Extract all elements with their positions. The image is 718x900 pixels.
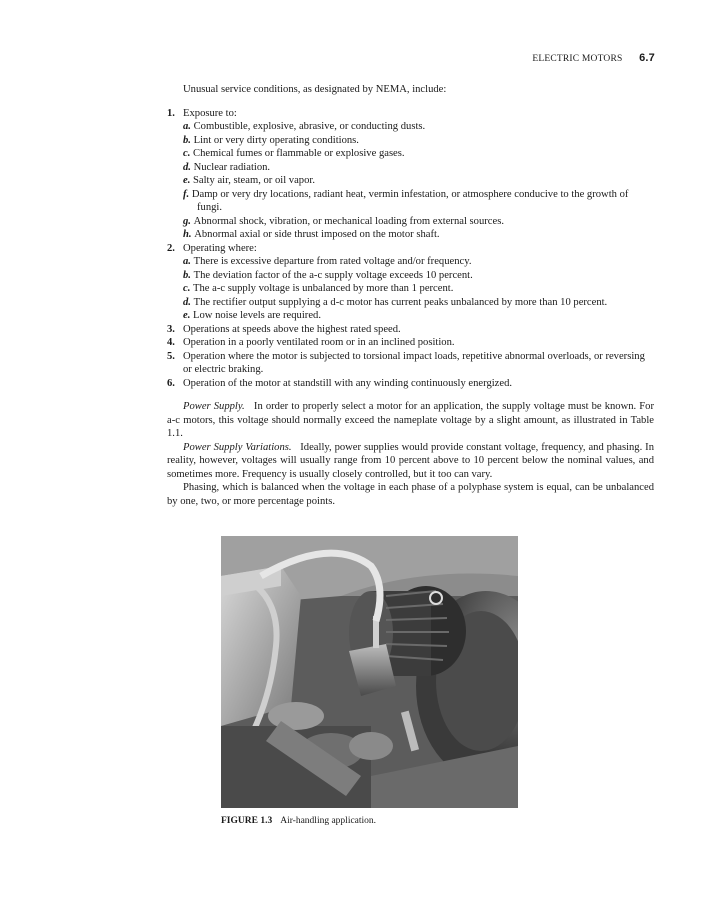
sub-list-item	[167, 269, 654, 283]
sub-list-letter: g.	[183, 215, 191, 227]
sub-list-item	[167, 147, 654, 161]
sub-list-letter: e.	[183, 175, 191, 186]
conditions-list	[167, 107, 654, 391]
sub-list-letter: h.	[183, 229, 192, 240]
body-paragraph	[167, 400, 654, 441]
sub-list-text: Abnormal axial or side thrust imposed on the motor shaft.	[194, 229, 440, 240]
sub-list-letter: f.	[183, 188, 190, 200]
paragraph-text: Phasing, which is balanced when the voltage in each phase of a polyphase system is equal, can be unbalanced by one, two, or more percentage points.	[167, 482, 654, 507]
sub-list-text: The a-c supply voltage is unbalanced by more than 1 percent.	[193, 283, 454, 294]
sub-list-text: Abnormal shock, vibration, or mechanical loading from external sources.	[193, 215, 504, 227]
sub-list-item	[167, 134, 654, 148]
figure-label: FIGURE 1.3	[221, 816, 273, 826]
sub-list-item	[167, 188, 654, 215]
figure-caption	[221, 816, 376, 826]
figure-caption-text: Air-handling application.	[280, 816, 377, 826]
sub-list-text: Damp or very dry locations, radiant heat, vermin infestation, or atmosphere conducive to the growth of fungi.	[191, 188, 629, 213]
list-item-text: Exposure to:	[183, 107, 237, 119]
list-item	[167, 323, 654, 337]
sub-list-letter: d.	[183, 296, 191, 308]
list-item-number: 3.	[167, 323, 175, 335]
sub-list-item	[167, 309, 654, 323]
list-item-text: Operation of the motor at standstill with any winding continuously energized.	[183, 377, 513, 389]
page-body	[167, 83, 654, 508]
sub-list-text: Combustible, explosive, abrasive, or conducting dusts.	[193, 121, 426, 132]
sub-list-item	[167, 228, 654, 242]
paragraph-text: In order to properly select a motor for an application, the supply voltage must be known. For a-c motors, this voltage should normally exceed the nameplate voltage by a slight amount, as illustrated in Table 1.1.	[167, 401, 654, 439]
list-item	[167, 242, 654, 256]
sub-list-letter: b.	[183, 134, 191, 146]
list-item-number: 1.	[167, 107, 175, 119]
sub-list-letter: a.	[183, 121, 191, 132]
paragraph-heading: Power Supply.	[183, 401, 245, 412]
running-header	[532, 52, 655, 64]
sub-list-letter: b.	[183, 269, 191, 281]
sub-list-text: The rectifier output supplying a d-c motor has current peaks unbalanced by more than 10 percent.	[193, 296, 608, 308]
sub-list-item	[167, 174, 654, 188]
sub-list-letter: c.	[183, 283, 191, 294]
list-item-text: Operation where the motor is subjected to torsional impact loads, repetitive abnormal overloads, or reversing or electric braking.	[183, 350, 645, 375]
paragraph-text: Ideally, power supplies would provide constant voltage, frequency, and phasing. In reality, however, voltages will usually range from 10 percent above to 10 percent below the nominal values, and sometimes more. Frequency is usually closely controlled, but it too can vary.	[167, 441, 654, 480]
list-item	[167, 350, 654, 377]
sub-list-text: There is excessive departure from rated voltage and/or frequency.	[193, 256, 472, 267]
sub-list-letter: c.	[183, 148, 191, 159]
sub-list-text: Lint or very dirty operating conditions.	[193, 134, 359, 146]
list-item	[167, 336, 654, 350]
list-item-text: Operation in a poorly ventilated room or in an inclined position.	[183, 337, 455, 348]
list-item-number: 2.	[167, 242, 175, 254]
sub-list-letter: e.	[183, 310, 191, 321]
sub-list-text: Salty air, steam, or oil vapor.	[193, 175, 315, 186]
paragraph-heading: Power Supply Variations.	[183, 441, 292, 453]
sub-list-text: Nuclear radiation.	[193, 161, 271, 173]
sub-list-letter: a.	[183, 256, 191, 267]
sub-list-item	[167, 282, 654, 296]
sub-list-text: The deviation factor of the a-c supply voltage exceeds 10 percent.	[193, 269, 473, 281]
list-item-number: 5.	[167, 350, 175, 362]
body-paragraph	[167, 481, 654, 508]
motor-photo-illustration	[221, 536, 518, 808]
sub-list-letter: d.	[183, 161, 191, 173]
figure-photo	[221, 536, 518, 808]
sub-list-text: Low noise levels are required.	[193, 310, 321, 321]
sub-list-item	[167, 215, 654, 229]
list-item-text: Operating where:	[183, 242, 257, 254]
page-number: 6.7	[639, 52, 655, 64]
body-paragraph	[167, 441, 654, 482]
sub-list-item	[167, 161, 654, 175]
sub-list-text: Chemical fumes or flammable or explosive gases.	[193, 148, 405, 159]
sub-list-item	[167, 120, 654, 134]
sub-list-item	[167, 255, 654, 269]
sub-list-item	[167, 296, 654, 310]
body-paragraphs	[167, 400, 654, 508]
list-item-text: Operations at speeds above the highest rated speed.	[183, 323, 401, 335]
chapter-title: ELECTRIC MOTORS	[532, 54, 623, 64]
list-item-number: 6.	[167, 377, 175, 389]
list-item	[167, 377, 654, 391]
list-item-number: 4.	[167, 337, 175, 348]
intro-text: Unusual service conditions, as designated by NEMA, include:	[183, 84, 447, 95]
list-item	[167, 107, 654, 121]
